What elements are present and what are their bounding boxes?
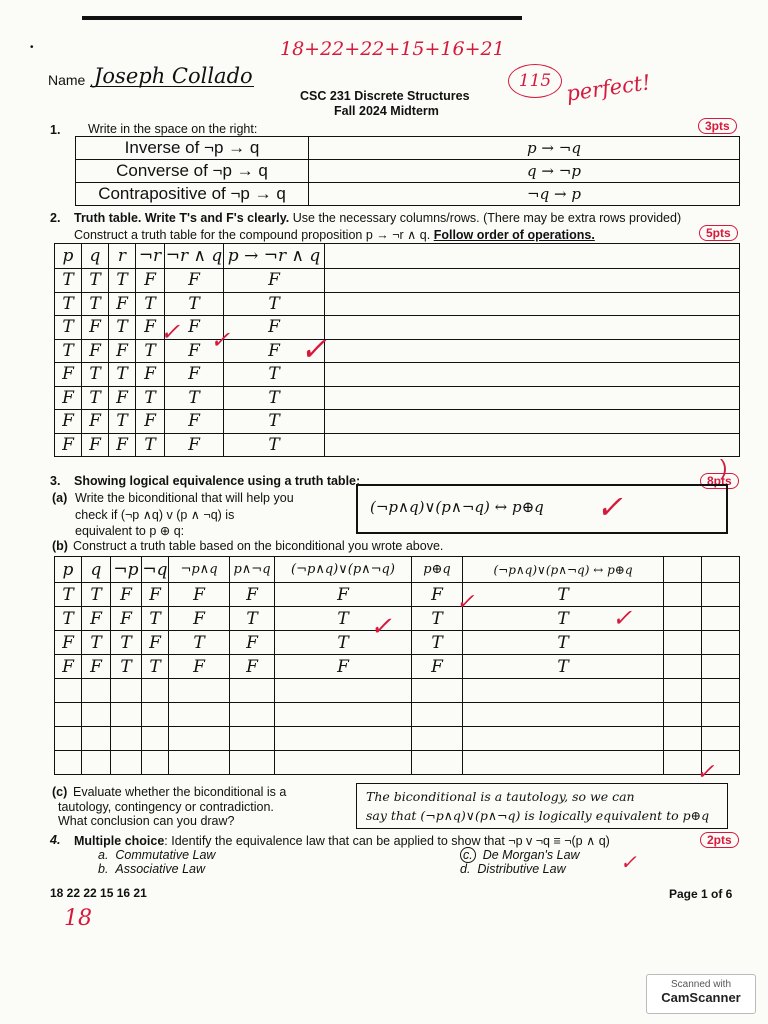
q2-header-implication: p → ¬r ∧ q: [224, 244, 325, 269]
q1-label: Inverse of ¬p → q: [76, 137, 309, 160]
q3c-text-3: What conclusion can you draw?: [58, 814, 235, 828]
q3-cell: [55, 751, 82, 775]
q3-blank-cell: [702, 727, 740, 751]
q3-cell: T: [412, 631, 463, 655]
q3-row: [55, 583, 740, 607]
q3-blank-cell: [702, 557, 740, 583]
q3-row: [55, 727, 740, 751]
q2-heading: [74, 211, 681, 225]
q2-check-mark: ✓: [210, 326, 231, 354]
q4-number: 4.: [50, 833, 61, 847]
q2-cell: F: [136, 410, 165, 434]
q3-cell: [412, 727, 463, 751]
q2-emph: Follow order of operations.: [433, 228, 595, 242]
q3-cell: [111, 679, 142, 703]
q3-cell: F: [230, 631, 275, 655]
q3-cell: F: [142, 631, 169, 655]
q3-cell: F: [55, 655, 82, 679]
q2-row: [55, 316, 740, 340]
q3c-text-2: tautology, contingency or contradiction.: [58, 800, 274, 814]
q3-cell: T: [142, 607, 169, 631]
q3-cell: [412, 751, 463, 775]
q3-cell: [142, 703, 169, 727]
q3-number: 3.: [50, 474, 61, 488]
q3-header-row: [55, 557, 740, 583]
q3-cell: T: [412, 607, 463, 631]
q3-header-not-q: ¬q: [142, 557, 169, 583]
q2-cell: F: [109, 292, 136, 316]
q2-cell: T: [55, 269, 82, 293]
q3-blank-cell: [702, 631, 740, 655]
q2-rest: Use the necessary columns/rows. (There may be extra rows provided): [292, 211, 682, 225]
exam-term: Fall 2024 Midterm: [334, 104, 439, 118]
q2-cell: T: [136, 292, 165, 316]
q2-blank-cell: [325, 386, 740, 410]
q3-cell: F: [111, 607, 142, 631]
q2-cell: F: [136, 269, 165, 293]
q2-check-mark: ✓: [160, 318, 181, 346]
q3-cell: F: [169, 607, 230, 631]
q3-blank-cell: [702, 607, 740, 631]
q3-cell: [169, 703, 230, 727]
q2-instruction: Write T's and F's clearly.: [144, 211, 290, 225]
q3-cell: [55, 679, 82, 703]
q2-cell: T: [165, 292, 224, 316]
q3-header-not-p: ¬p: [111, 557, 142, 583]
q2-blank-cell: [325, 339, 740, 363]
q3-cell: [463, 679, 664, 703]
q1-table: [75, 136, 740, 206]
q3-cell: T: [111, 655, 142, 679]
q3b-check-mark: ✓: [612, 604, 633, 632]
q1-answer: p → ¬q: [309, 137, 740, 160]
q3-cell: [230, 703, 275, 727]
q3-cell: [55, 703, 82, 727]
q3-row: [55, 655, 740, 679]
q3-blank-cell: [664, 703, 702, 727]
q3-cell: F: [111, 583, 142, 607]
q3a-label: (a): [52, 491, 68, 505]
q3-points: 8pts: [700, 473, 739, 489]
q4-option-label: De Morgan's Law: [482, 848, 580, 862]
q1-answer: q → ¬p: [309, 160, 740, 183]
q3-cell: [463, 751, 664, 775]
q2-header-r: r: [109, 244, 136, 269]
q3-cell: T: [230, 607, 275, 631]
q3-cell: F: [230, 583, 275, 607]
q2-row: [55, 292, 740, 316]
q3-cell: [169, 727, 230, 751]
top-rule: [82, 16, 522, 20]
q3-blank-cell: [664, 631, 702, 655]
q2-cell: T: [224, 433, 325, 457]
q2-cell: T: [109, 410, 136, 434]
page-number: Page 1 of 6: [669, 887, 733, 901]
q3-cell: T: [275, 631, 412, 655]
q3a-text-2: check if (¬p ∧q) v (p ∧ ¬q) is: [75, 508, 235, 522]
q2-proposition: Construct a truth table for the compound proposition p → ¬r ∧ q.: [74, 228, 431, 242]
q3-cell: T: [275, 607, 412, 631]
q4-option-label: Associative Law: [115, 862, 206, 876]
handwritten-score: 18: [64, 906, 92, 931]
q3-cell: [82, 751, 111, 775]
q2-cell: T: [109, 363, 136, 387]
q2-cell: T: [109, 316, 136, 340]
q2-cell: T: [55, 339, 82, 363]
score-sum: 18+22+22+15+16+21: [280, 38, 505, 60]
scan-speck: •: [30, 42, 34, 53]
q2-blank-cell: [325, 316, 740, 340]
q2-title: Truth table.: [74, 211, 142, 225]
q3-cell: [463, 727, 664, 751]
q3-blank-cell: [702, 679, 740, 703]
q2-number: 2.: [50, 211, 61, 225]
q2-cell: F: [165, 363, 224, 387]
q4-option-letter: a.: [98, 848, 109, 862]
q2-cell: T: [224, 292, 325, 316]
q2-cell: T: [55, 292, 82, 316]
course-title: CSC 231 Discrete Structures: [300, 89, 470, 103]
q2-cell: F: [109, 433, 136, 457]
q2-header-not-r: ¬r: [136, 244, 165, 269]
q3-cell: T: [169, 631, 230, 655]
q4-option-label: Commutative Law: [115, 848, 216, 862]
q1-label: Contrapositive of ¬p → q: [76, 183, 309, 206]
q2-header-p: p: [55, 244, 82, 269]
q2-cell: T: [224, 363, 325, 387]
q2-cell: T: [136, 433, 165, 457]
q2-cell: F: [224, 339, 325, 363]
q2-header-q: q: [82, 244, 109, 269]
q3-cell: T: [463, 583, 664, 607]
q2-points: 5pts: [699, 225, 738, 241]
q3b-check-mark: ✓: [456, 590, 475, 615]
q1-number: 1.: [50, 123, 61, 137]
q4-option-b[interactable]: [98, 862, 205, 876]
q3-cell: [111, 727, 142, 751]
q3-truth-table: [54, 556, 740, 775]
q3c-check-mark: ✓: [696, 760, 715, 785]
q2-cell: T: [224, 410, 325, 434]
q3-cell: [230, 727, 275, 751]
q3-cell: F: [230, 655, 275, 679]
q3-blank-cell: [664, 557, 702, 583]
q3-cell: [142, 679, 169, 703]
q4-option-letter: d.: [460, 862, 471, 876]
q2-header-row: [55, 244, 740, 269]
q1-prompt: Write in the space on the right:: [88, 122, 258, 136]
q2-blank-cell: [325, 433, 740, 457]
q2-blank-cell: [325, 269, 740, 293]
q2-cell: T: [82, 292, 109, 316]
q2-cell: F: [136, 316, 165, 340]
q3-blank-cell: [702, 703, 740, 727]
q3a-check-mark: ✓: [596, 488, 623, 526]
q3-header-q: q: [82, 557, 111, 583]
q3-cell: [111, 751, 142, 775]
q3-title: Showing logical equivalence using a truth table:: [74, 474, 361, 488]
q3c-answer-1: The biconditional is a tautology, so we can: [366, 789, 635, 804]
q2-blank-cell: [325, 363, 740, 387]
q3-cell: F: [82, 655, 111, 679]
q3-row: [55, 631, 740, 655]
q2-cell: T: [82, 269, 109, 293]
q3-header-p-and-not-q: p∧¬q: [230, 557, 275, 583]
q1-label: Converse of ¬p → q: [76, 160, 309, 183]
q2-row: [55, 410, 740, 434]
q3-cell: [82, 679, 111, 703]
q2-cell: F: [55, 410, 82, 434]
total-score: 115: [508, 64, 562, 98]
q3-blank-cell: [664, 727, 702, 751]
q2-line2: [74, 227, 595, 242]
q3-cell: [55, 727, 82, 751]
q3-header-disjunction: (¬p∧q)∨(p∧¬q): [275, 557, 412, 583]
q2-cell: F: [109, 386, 136, 410]
q3-row: [55, 703, 740, 727]
q3-blank-cell: [702, 583, 740, 607]
q3-cell: F: [142, 583, 169, 607]
q4-option-a[interactable]: [98, 848, 215, 862]
q3-cell: F: [169, 583, 230, 607]
q4-heading: [74, 833, 610, 848]
q2-cell: F: [165, 410, 224, 434]
q2-cell: F: [82, 339, 109, 363]
q2-cell: T: [136, 339, 165, 363]
q2-cell: F: [165, 269, 224, 293]
q1-row: [76, 183, 740, 206]
q2-cell: F: [165, 316, 224, 340]
q2-cell: T: [224, 386, 325, 410]
q3a-text-3: equivalent to p ⊕ q:: [75, 524, 185, 538]
q3-cell: T: [55, 607, 82, 631]
q2-row: [55, 433, 740, 457]
q2-cell: T: [136, 386, 165, 410]
q2-cell: T: [55, 316, 82, 340]
q3a-answer: (¬p∧q)∨(p∧¬q) ↔ p⊕q: [370, 498, 544, 516]
q3-cell: [82, 727, 111, 751]
q3-cell: T: [142, 655, 169, 679]
q3-cell: [230, 679, 275, 703]
q3-cell: [463, 703, 664, 727]
q3-cell: T: [111, 631, 142, 655]
q2-header-not-r-and-q: ¬r ∧ q: [165, 244, 224, 269]
q3b-check-mark: ✓: [370, 612, 392, 642]
q3-cell: F: [275, 583, 412, 607]
q3-cell: [275, 679, 412, 703]
q3a-text-1: Write the biconditional that will help you: [75, 491, 294, 505]
q3-cell: [230, 751, 275, 775]
scanner-line1: Scanned with: [670, 979, 732, 990]
q3-cell: F: [82, 607, 111, 631]
q2-cell: T: [82, 386, 109, 410]
q2-cell: F: [55, 433, 82, 457]
q2-cell: T: [165, 386, 224, 410]
q3-cell: F: [55, 631, 82, 655]
q3-cell: T: [82, 583, 111, 607]
student-name: Joseph Collado: [94, 64, 253, 88]
q3-cell: [169, 679, 230, 703]
q2-cell: F: [165, 339, 224, 363]
q2-cell: T: [109, 269, 136, 293]
q1-row: [76, 160, 740, 183]
camscanner-watermark: [646, 974, 756, 1014]
q3-row: [55, 751, 740, 775]
q3-row: [55, 607, 740, 631]
q2-cell: F: [224, 269, 325, 293]
q3-cell: [111, 703, 142, 727]
q2-cell: F: [82, 433, 109, 457]
q3-cell: [412, 679, 463, 703]
q2-cell: T: [82, 363, 109, 387]
q2-row: [55, 363, 740, 387]
q3-cell: F: [412, 583, 463, 607]
q3-cell: [275, 727, 412, 751]
name-underline: [90, 86, 254, 87]
q2-cell: F: [136, 363, 165, 387]
footer-scores: 18 22 22 15 16 21: [50, 886, 147, 900]
q2-blank-cell: [325, 410, 740, 434]
q4-option-d[interactable]: [460, 862, 566, 876]
q4-option-letter: b.: [98, 862, 109, 876]
q2-cell: F: [55, 386, 82, 410]
q2-cell: F: [165, 433, 224, 457]
q3-header-xor: p⊕q: [412, 557, 463, 583]
q3-cell: [169, 751, 230, 775]
name-label: Name: [48, 72, 86, 88]
q2-row: [55, 386, 740, 410]
scanner-line2: CamScanner: [661, 990, 741, 1005]
q3-cell: [275, 751, 412, 775]
q2-row: [55, 339, 740, 363]
q1-points: 3pts: [698, 118, 737, 134]
q3-cell: [142, 727, 169, 751]
q3-cell: T: [55, 583, 82, 607]
q2-blank-cell: [325, 292, 740, 316]
q4-title: Multiple choice: [74, 834, 165, 848]
q3-header-biconditional: (¬p∧q)∨(p∧¬q) ↔ p⊕q: [463, 557, 664, 583]
q3-header-p: p: [55, 557, 82, 583]
q2-cell: F: [109, 339, 136, 363]
q4-option-c[interactable]: [460, 848, 580, 862]
q3-cell: T: [463, 655, 664, 679]
q3-blank-cell: [664, 607, 702, 631]
q3-cell: [142, 751, 169, 775]
q1-answer: ¬q → p: [309, 183, 740, 206]
q2-cell: F: [224, 316, 325, 340]
q2-cell: F: [82, 410, 109, 434]
q3-cell: F: [275, 655, 412, 679]
q2-blank-cell: [325, 244, 740, 269]
q2-truth-table: [54, 243, 740, 457]
q3-row: [55, 679, 740, 703]
q3c-answer-2: say that (¬p∧q)∨(p∧¬q) is logically equivalent to p⊕q: [366, 808, 710, 823]
q4-option-label: Distributive Law: [477, 862, 566, 876]
q3-cell: F: [412, 655, 463, 679]
q3-cell: [412, 703, 463, 727]
q3-cell: F: [169, 655, 230, 679]
q2-check-mark: ✓: [300, 330, 327, 368]
q4-points: 2pts: [700, 832, 739, 848]
grader-comment: perfect!: [564, 70, 653, 106]
q3-cell: [275, 703, 412, 727]
q3-cell: T: [82, 631, 111, 655]
q3-blank-cell: [664, 679, 702, 703]
q3-cell: T: [463, 607, 664, 631]
q1-row: [76, 137, 740, 160]
q4-check-mark: ✓: [620, 850, 637, 874]
q3-blank-cell: [664, 655, 702, 679]
q2-cell: F: [55, 363, 82, 387]
q3-blank-cell: [702, 655, 740, 679]
q3b-label: (b): [52, 539, 68, 553]
grader-bracket-mark: ): [720, 455, 728, 480]
q3-cell: T: [463, 631, 664, 655]
q3-header-not-p-and-q: ¬p∧q: [169, 557, 230, 583]
q2-row: [55, 269, 740, 293]
q3c-text-1: Evaluate whether the biconditional is a: [73, 785, 287, 799]
q4-text: : Identify the equivalence law that can be applied to show that ¬p v ¬q ≡ ¬(p ∧ q): [164, 834, 610, 848]
q3-cell: [82, 703, 111, 727]
q3b-text: Construct a truth table based on the biconditional you wrote above.: [73, 539, 444, 553]
q2-cell: F: [82, 316, 109, 340]
q4-option-letter-circled: c.: [460, 847, 476, 863]
q3-blank-cell: [664, 583, 702, 607]
q3c-label: (c): [52, 785, 68, 799]
